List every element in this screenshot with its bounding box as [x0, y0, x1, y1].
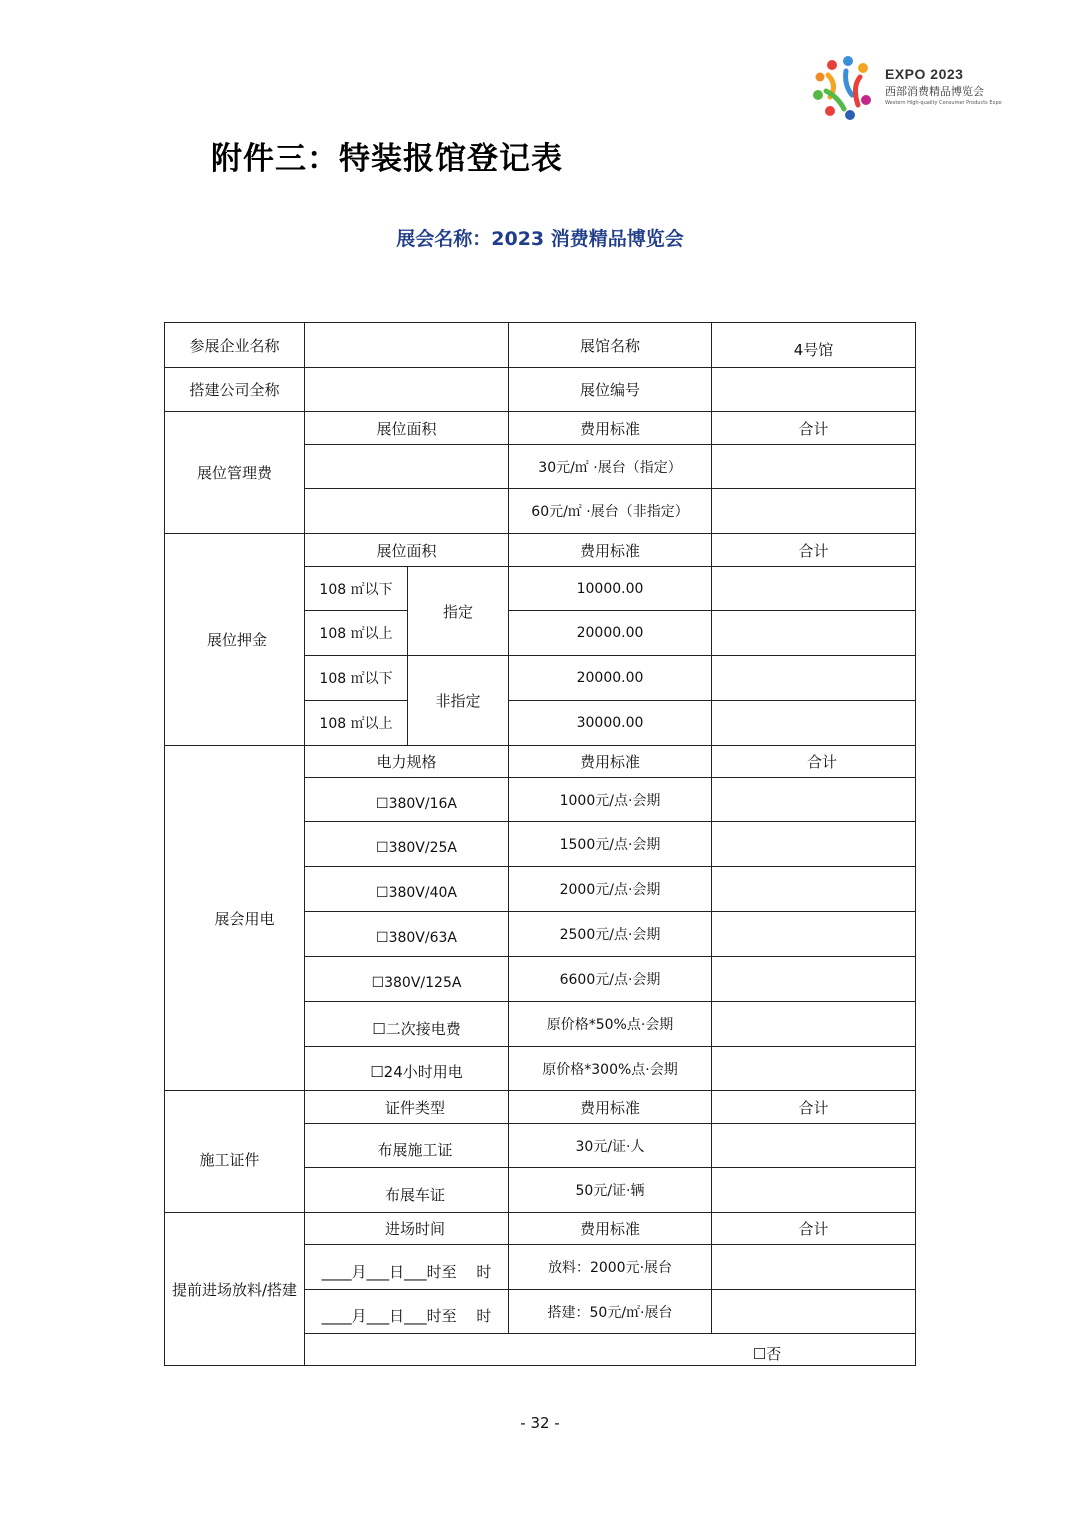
deposit-col-total: 合计 — [798, 541, 829, 560]
permit-fee-construction: 30元/证·人 — [575, 1138, 645, 1155]
mgmt-col-total: 合计 — [798, 419, 829, 438]
deposit-fee-4: 30000.00 — [576, 715, 644, 731]
power-label: 展会用电 — [214, 909, 275, 928]
early-col-standard: 费用标准 — [579, 1220, 640, 1238]
permit-type-vehicle: 布展车证 — [384, 1185, 445, 1204]
mgmt-fee-label: 展位管理费 — [196, 464, 272, 482]
mgmt-fee-nondesignated: 60元/㎡ ·展台（非指定） — [531, 504, 689, 520]
deposit-area-3: 108 ㎡以下 — [319, 671, 393, 687]
permit-col-type: 证件类型 — [384, 1098, 445, 1117]
deposit-nondesignated: 非指定 — [435, 692, 481, 710]
power-fee-125a: 6600元/点·会期 — [559, 972, 661, 988]
document-title: 附件三：特装报馆登记表 — [211, 141, 563, 177]
deposit-fee-2: 20000.00 — [576, 625, 644, 641]
power-fee-16a: 1000元/点·会期 — [559, 792, 661, 809]
deposit-area-1: 108 ㎡以下 — [319, 581, 393, 598]
deposit-label: 展位押金 — [207, 631, 268, 649]
logo-title: EXPO 2023 — [885, 66, 964, 82]
early-col-time: 进场时间 — [384, 1220, 445, 1238]
power-option-25a[interactable]: ☐380V/25A — [376, 840, 457, 856]
exhibition-name: 展会名称：2023 消费精品博览会 — [396, 228, 684, 250]
booth-no-label: 展位编号 — [579, 381, 640, 399]
mgmt-fee-designated: 30元/㎡ ·展台（指定） — [538, 459, 682, 476]
power-fee-secondary: 原价格*50%点·会期 — [546, 1017, 674, 1033]
hall-name-label: 展馆名称 — [579, 336, 640, 355]
deposit-designated: 指定 — [442, 602, 473, 621]
power-option-125a[interactable]: ☐380V/125A — [371, 975, 462, 991]
early-col-total: 合计 — [798, 1220, 829, 1238]
expo-logo-icon — [808, 55, 888, 125]
permit-col-standard: 费用标准 — [579, 1098, 640, 1117]
power-col-spec: 电力规格 — [376, 753, 437, 771]
early-time-material[interactable]: ____月___日___时至 时 — [321, 1262, 492, 1281]
builder-label: 搭建公司全称 — [189, 381, 280, 399]
permit-type-construction: 布展施工证 — [377, 1140, 453, 1159]
exhibitor-name-field[interactable] — [305, 323, 508, 367]
deposit-area-4: 108 ㎡以上 — [319, 716, 393, 732]
power-col-total: 合计 — [806, 753, 837, 771]
power-option-16a[interactable]: ☐380V/16A — [376, 796, 457, 812]
power-option-24h[interactable]: ☐24小时用电 — [370, 1063, 463, 1081]
hall-name-value[interactable]: 4号馆 — [793, 340, 834, 359]
permit-col-total: 合计 — [798, 1098, 829, 1117]
mgmt-col-area: 展位面积 — [376, 419, 437, 438]
logo-subtitle: 西部消费精品博览会 — [885, 85, 984, 98]
power-option-secondary[interactable]: ☐二次接电费 — [372, 1019, 461, 1038]
expo-logo-text — [885, 66, 1002, 106]
early-fee-build: 搭建：50元/㎡·展台 — [547, 1304, 673, 1321]
power-option-63a[interactable]: ☐380V/63A — [376, 930, 457, 946]
power-fee-25a: 1500元/点·会期 — [559, 837, 661, 853]
power-fee-24h: 原价格*300%点·会期 — [542, 1061, 678, 1078]
deposit-fee-3: 20000.00 — [576, 670, 644, 686]
deposit-area-2: 108 ㎡以上 — [319, 626, 393, 642]
logo-english: Western High-quality Consumer Products Expo — [885, 100, 1002, 106]
page-number: - 32 - — [520, 1414, 560, 1432]
early-fee-material: 放料：2000元·展台 — [547, 1260, 673, 1276]
early-entry-label: 提前进场放料/搭建 — [171, 1280, 298, 1299]
deposit-fee-1: 10000.00 — [576, 580, 644, 597]
deposit-col-standard: 费用标准 — [579, 541, 640, 560]
power-fee-63a: 2500元/点·会期 — [559, 927, 661, 943]
early-no-option[interactable]: ☐否 — [752, 1344, 782, 1363]
mgmt-col-standard: 费用标准 — [579, 419, 640, 438]
permit-label: 施工证件 — [199, 1150, 260, 1169]
power-fee-40a: 2000元/点·会期 — [559, 882, 661, 898]
booth-no-field[interactable] — [712, 368, 915, 411]
power-col-standard: 费用标准 — [579, 753, 640, 771]
permit-fee-vehicle: 50元/证·辆 — [575, 1183, 645, 1199]
exhibitor-name-label: 参展企业名称 — [189, 336, 280, 355]
deposit-col-area: 展位面积 — [376, 541, 437, 560]
power-option-40a[interactable]: ☐380V/40A — [376, 885, 457, 901]
builder-field[interactable] — [305, 368, 508, 411]
early-time-build[interactable]: ____月___日___时至 时 — [321, 1306, 492, 1325]
